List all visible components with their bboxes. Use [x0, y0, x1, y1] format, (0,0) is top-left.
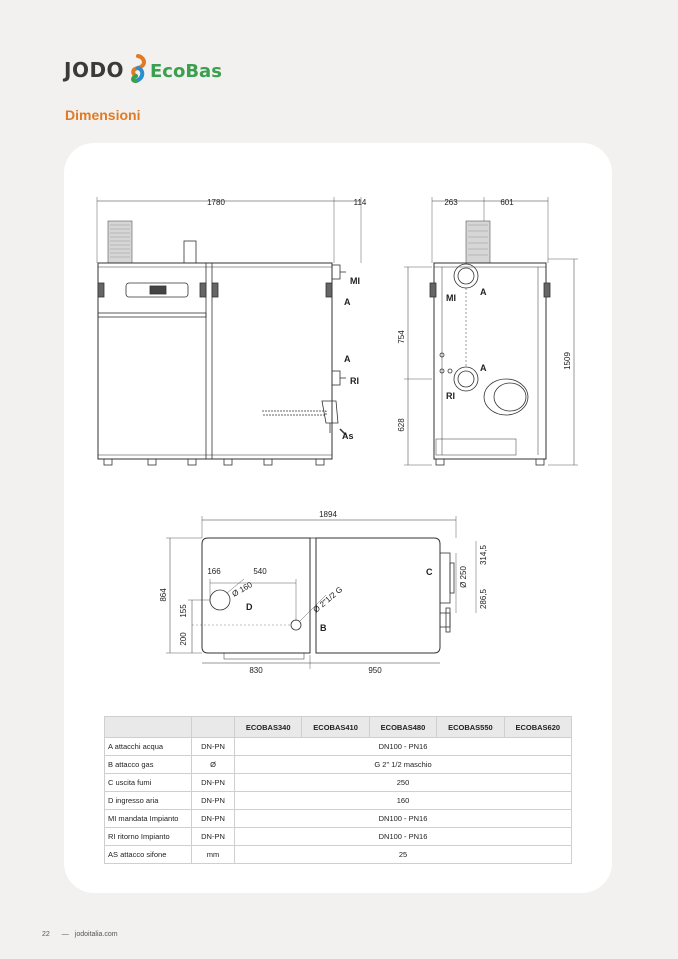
table-row: [105, 738, 572, 756]
page-footer: [42, 931, 118, 938]
footer-site-link[interactable]: jodoitalia.com: [74, 931, 118, 938]
page-number: 22: [42, 931, 50, 938]
brand-name: JODO: [64, 58, 125, 82]
top-dim-286: 286,5: [479, 588, 488, 610]
front-view-drawing: [97, 197, 361, 465]
row-unit: DN-PN: [192, 792, 235, 810]
header-cell: ECOBAS550: [437, 717, 504, 738]
side-dim-right: 601: [500, 198, 514, 207]
row-value: 250: [235, 774, 572, 792]
header-cell: [105, 717, 192, 738]
header-cell: ECOBAS340: [235, 717, 302, 738]
side-label-a2: A: [480, 363, 487, 373]
front-dim-width: 1780: [207, 198, 225, 207]
header-cell: [192, 717, 235, 738]
top-dim-g: Ø 2"1/2 G: [311, 584, 345, 615]
front-label-as: As: [342, 431, 354, 441]
side-dim-upper: 754: [397, 330, 406, 344]
side-dim-lower: 628: [397, 418, 406, 432]
top-dim-d250: Ø 250: [459, 566, 468, 588]
side-label-a1: A: [480, 287, 487, 297]
content-card: [64, 143, 612, 893]
row-unit: DN-PN: [192, 810, 235, 828]
spec-table: [104, 716, 572, 864]
table-row: [105, 792, 572, 810]
row-value: G 2" 1/2 maschio: [235, 756, 572, 774]
brand-swirl-icon: [126, 54, 150, 84]
top-dim-314: 314,5: [479, 544, 488, 566]
row-unit: DN-PN: [192, 774, 235, 792]
front-label-a2: A: [344, 354, 351, 364]
top-view-drawing: [166, 516, 476, 669]
front-label-ri: RI: [350, 376, 359, 386]
row-unit: DN-PN: [192, 738, 235, 756]
footer-separator: —: [61, 931, 69, 938]
top-dim-830: 830: [249, 666, 263, 675]
top-dim-d160: Ø 160: [230, 580, 254, 599]
row-label: D ingresso aria: [105, 792, 192, 810]
row-value: 25: [235, 846, 572, 864]
header-cell: ECOBAS620: [504, 717, 571, 738]
top-label-c: C: [426, 567, 433, 577]
top-label-b: B: [320, 623, 327, 633]
top-dim-864: 864: [159, 588, 168, 602]
row-label: MI mandata Impianto: [105, 810, 192, 828]
top-dim-540: 540: [253, 567, 267, 576]
row-unit: mm: [192, 846, 235, 864]
table-row: [105, 828, 572, 846]
front-label-mi: MI: [350, 276, 360, 286]
header-cell: ECOBAS480: [369, 717, 436, 738]
table-row: [105, 846, 572, 864]
row-label: A attacchi acqua: [105, 738, 192, 756]
table-row: [105, 774, 572, 792]
top-dim-155: 155: [179, 604, 188, 618]
header-cell: ECOBAS410: [302, 717, 369, 738]
row-label: B attacco gas: [105, 756, 192, 774]
table-row: [105, 756, 572, 774]
side-dim-height: 1509: [563, 352, 572, 370]
row-value: 160: [235, 792, 572, 810]
row-label: AS attacco sifone: [105, 846, 192, 864]
side-view-drawing: [404, 197, 578, 465]
row-value: DN100 - PN16: [235, 738, 572, 756]
top-dim-950: 950: [368, 666, 382, 675]
front-dim-right: 114: [353, 198, 367, 207]
spec-table-header-row: [105, 717, 572, 738]
side-label-ri: RI: [446, 391, 455, 401]
side-dim-left: 263: [444, 198, 458, 207]
side-label-mi: MI: [446, 293, 456, 303]
table-row: [105, 810, 572, 828]
product-name: EcoBas: [150, 61, 222, 82]
top-dim-200: 200: [179, 632, 188, 646]
row-value: DN100 - PN16: [235, 810, 572, 828]
section-title: Dimensioni: [65, 107, 141, 123]
brand-logo: [64, 52, 224, 88]
row-label: RI ritorno Impianto: [105, 828, 192, 846]
top-dim-166: 166: [207, 567, 221, 576]
top-label-d: D: [246, 602, 253, 612]
row-label: C uscita fumi: [105, 774, 192, 792]
technical-drawings: [64, 143, 612, 713]
top-dim-width: 1894: [319, 510, 337, 519]
row-value: DN100 - PN16: [235, 828, 572, 846]
row-unit: Ø: [192, 756, 235, 774]
front-label-a1: A: [344, 297, 351, 307]
row-unit: DN-PN: [192, 828, 235, 846]
